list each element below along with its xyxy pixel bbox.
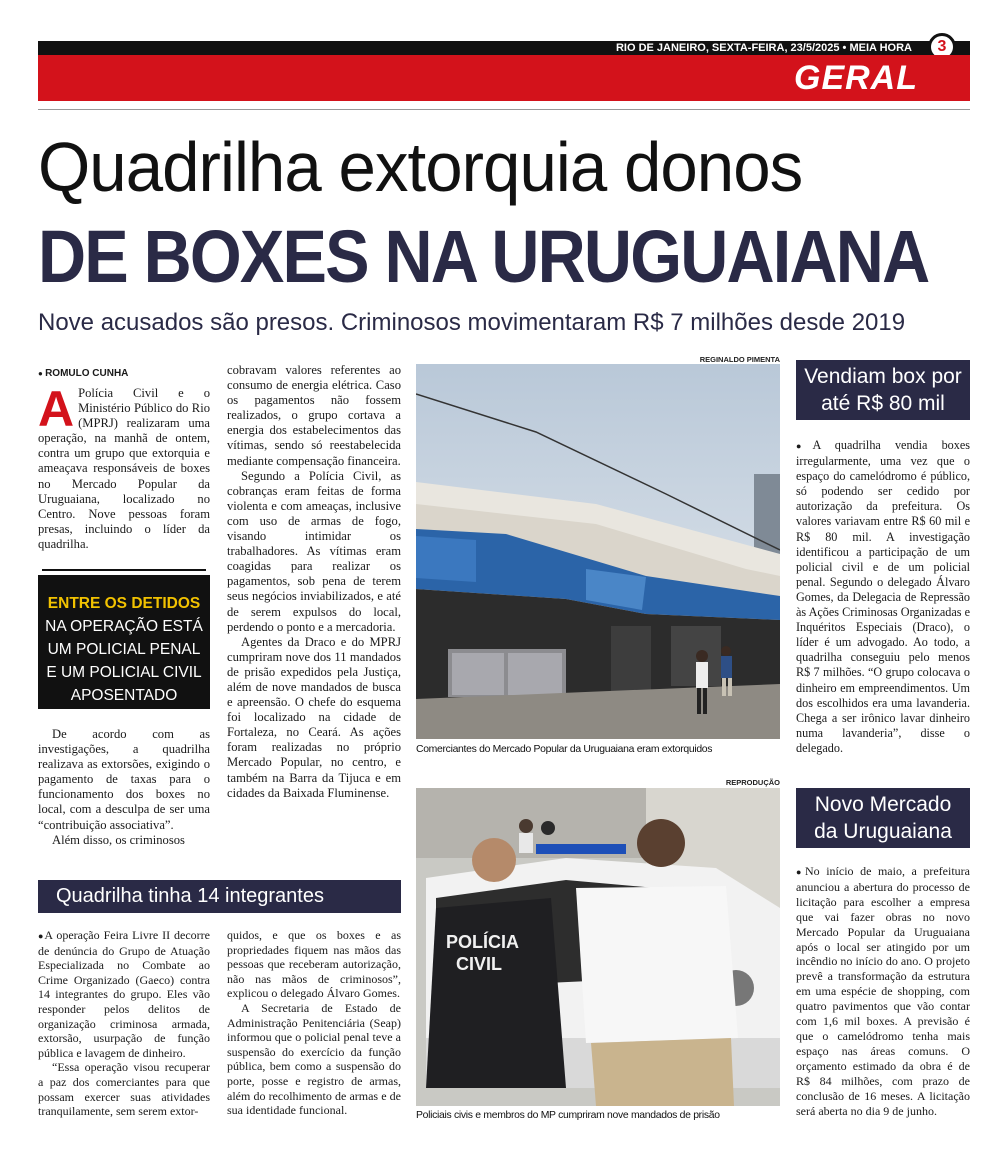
headline-line2: DE BOXES NA URUGUAIANA xyxy=(38,215,929,298)
article-column-1-bottom xyxy=(38,727,210,848)
paragraph: ●A operação Feira Livre II decorre de denúncia do Grupo de Atuação Especializada no Combate ao Crime Organizado (Gaeco) contra 14 integrantes do grupo. Eles vão responder pelos delitos de organização criminosa armada, extorsão, usurpação de função pública e lavagem de dinheiro. xyxy=(38,928,211,1060)
photo-caption: Comerciantes do Mercado Popular da Uruguaiana eram extorquidos xyxy=(416,744,713,755)
paragraph: “Essa operação visou recuperar a paz dos comerciantes para que possam exercer suas atividades tranquilamente, sem serem extor- xyxy=(38,1060,210,1119)
integrantes-column-1 xyxy=(38,928,210,1119)
pull-quote-line: E UM POLICIAL CIVIL xyxy=(46,664,202,681)
sidebar-title-line: até R$ 80 mil xyxy=(821,392,945,415)
pull-quote xyxy=(38,575,210,709)
section-banner xyxy=(38,55,970,101)
section-title: GERAL xyxy=(794,59,918,97)
page-number: 3 xyxy=(928,33,956,61)
photo-credit: REGINALDO PIMENTA xyxy=(699,355,780,364)
paragraph: A Secretaria de Estado de Administração Penitenciária (Seap) informou que o policial penal teve a suspensão do exercício da função pública, bem como a suspensão do porte, posse e registro de armas, além do recolhimento de armas e de sua identidade funcional. xyxy=(227,1000,401,1118)
integrantes-column-2 xyxy=(227,928,401,1118)
paragraph: quidos, e que os boxes e as propriedades fiquem nas mãos das pessoas que receberam autorização, não nas mãos de criminosos”, explicou o delegado Álvaro Gomes. xyxy=(227,928,401,1001)
divider xyxy=(38,109,970,110)
article-column-2 xyxy=(227,363,401,801)
paragraph: cobravam valores referentes ao consumo de energia elétrica. Caso os pagamentos não fossem realizados, o grupo cortava a energia dos estabelecimentos das vítimas, sendo só reestabelecida mediante compensação financeira. xyxy=(227,363,401,468)
police-photo xyxy=(416,788,780,1106)
integrantes-box-title: Quadrilha tinha 14 integrantes xyxy=(38,880,401,913)
photo-credit: REPRODUÇÃO xyxy=(725,778,780,787)
sidebar-title xyxy=(796,360,970,420)
market-photo xyxy=(416,364,780,739)
sidebar-title xyxy=(796,788,970,848)
dateline: RIO DE JANEIRO, SEXTA-FEIRA, 23/5/2025 • MEIA HORA xyxy=(615,42,912,54)
vest-text: CIVIL xyxy=(456,954,503,974)
paragraph: Segundo a Polícia Civil, as cobranças eram feitas de forma violenta e com ameaças, inclusive com uso de armas de fogo, visando intimidar os trabalhadores. As vítimas eram coagidas para realizar os pagamentos, sob pena de terem seus negócios inviabilizados, e até de serem expulsos do local, perdendo o ponto e a mercadoria. xyxy=(227,468,401,634)
byline: ● ROMULO CUNHA xyxy=(38,368,128,379)
paragraph: ●No início de maio, a prefeitura anunciou a abertura do processo de licitação para escolher a empresa que vai fazer obras no novo Mercado Popular da Uruguaiana após o local ser atingido por um incêndio no início do ano. O projeto prevê a transformação da estrutura em uma espécie de shopping, com quatro pavimentos que vão contar com 1,6 mil boxes. A previsão é que o camelódromo tenha mais espaço nas áreas comuns. O orçamento estimado da obra é de R$ 84 milhões, com prazo de conclusão de 16 meses. A licitação será aberta no dia 9 de junho. xyxy=(796,864,970,1118)
pull-quote-line: NA OPERAÇÃO ESTÁ xyxy=(45,618,203,635)
vest-text: POLÍCIA xyxy=(446,932,520,952)
paragraph: A Polícia Civil e o Ministério Público do Rio (MPRJ) realizaram uma operação, na manhã de ontem, contra um grupo que extorquia e ameaçava responsáveis de boxes no Mercado Popular da Uruguaiana, localizado no Centro. Nove pessoas foram presas, incluindo o líder da quadrilha. xyxy=(38,381,210,551)
photo-caption: Policiais civis e membros do MP cumpriram nove mandados de prisão xyxy=(416,1110,720,1121)
pull-quote-line: APOSENTADO xyxy=(70,687,178,704)
paragraph: Além disso, os criminosos xyxy=(52,832,185,847)
sidebar-title-line: Vendiam box por xyxy=(804,365,962,388)
police-photo-image xyxy=(416,788,780,1106)
paragraph: Agentes da Draco e do MPRJ cumpriram nove dos 11 mandados de prisão expedidos pela Justiça, além de nove mandados de busca e apreensão. O chefe do esquema foi localizado na cidade de Fortaleza, no Ceará. As ações foram realizadas no próprio Mercado Popular, no centro, e também na Barra da Tijuca e em cidades da Baixada Fluminense. xyxy=(227,634,401,800)
top-bar xyxy=(38,41,970,55)
sidebar-title-line: da Uruguaiana xyxy=(814,820,952,843)
paragraph: De acordo com as investigações, a quadrilha realizava as extorsões, exigindo o pagamento de taxas para o funcionamento dos boxes no local, com a desculpa de ser uma “contribuição associativa”. xyxy=(38,727,210,832)
sidebar-title-line: Novo Mercado xyxy=(814,793,952,816)
pull-quote-line: UM POLICIAL PENAL xyxy=(47,641,201,658)
article-column-1-top xyxy=(38,381,210,552)
dropcap: A xyxy=(38,381,75,437)
market-photo-image xyxy=(416,364,780,739)
sidebar-text xyxy=(796,864,970,1118)
pull-quote-highlight: ENTRE OS DETIDOS xyxy=(47,595,201,612)
sidebar-text xyxy=(796,438,970,756)
subheadline: Nove acusados são presos. Criminosos movimentaram R$ 7 milhões desde 2019 xyxy=(38,309,906,336)
headline-line1: Quadrilha extorquia donos xyxy=(38,128,803,206)
paragraph: ●A quadrilha vendia boxes irregularmente, uma vez que o espaço do camelódromo é público, só podendo ser cedido por autorização da prefeitura. Os valores variavam entre R$ 60 mil e R$ 80 mil. A investigação identificou a participação de um policial civil e de um policial penal. Segundo o delegado Álvaro Gomes, da Delegacia de Repressão às Ações Criminosas Organizadas e Inquéritos Especiais (Draco), o líder é um advogado. Ao todo, a quadrilha conseguiu pelo menos R$ 7 milhões. “O grupo colocava o dinheiro em empreendimentos. Um dos escolhidos era uma lavanderia. Chega a ser irônico lavar dinheiro numa lavanderia”, disse o delegado. xyxy=(796,438,971,755)
